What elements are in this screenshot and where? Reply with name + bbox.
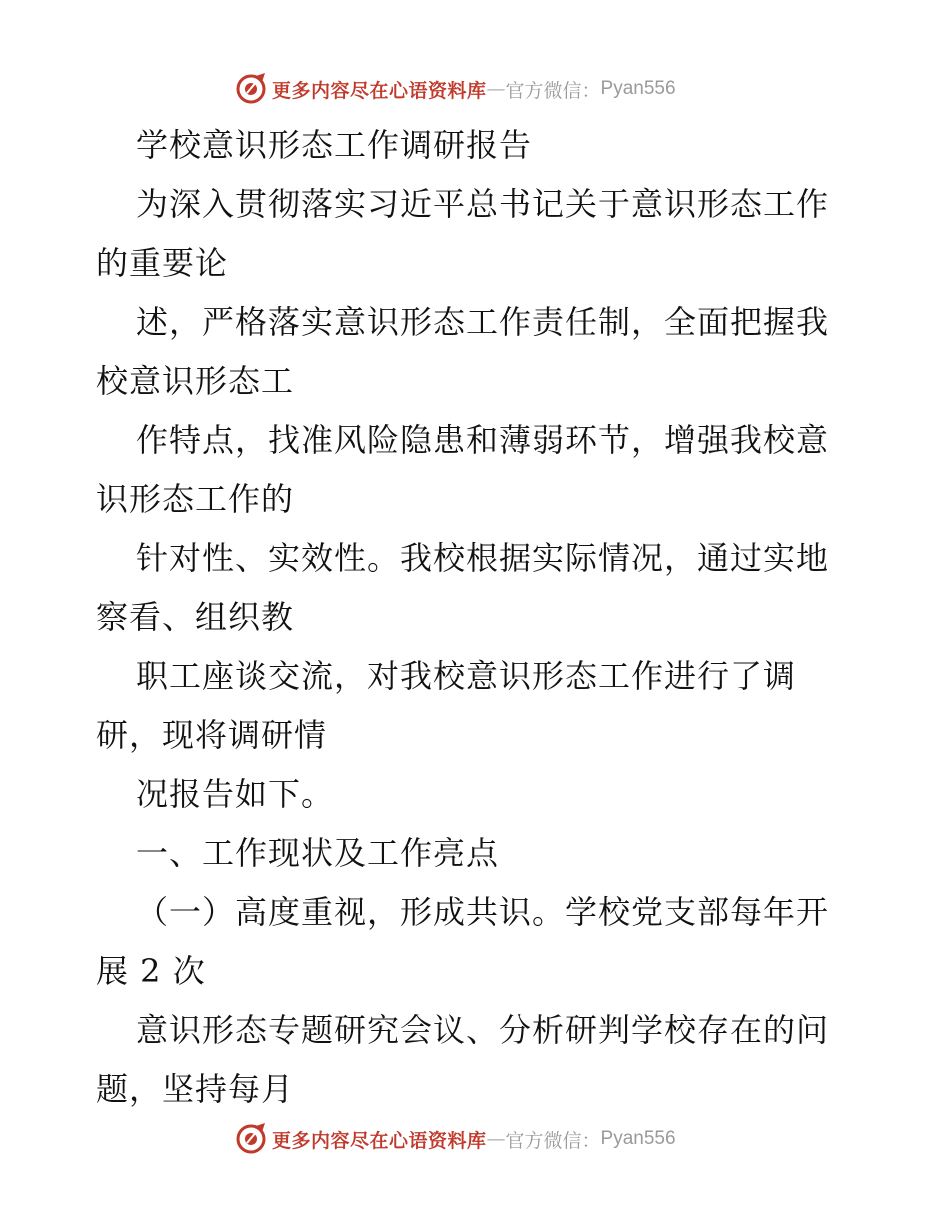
banner-separator: — <box>486 78 506 100</box>
paragraph-line: 校意识形态工 <box>96 362 295 400</box>
banner-main-text: 更多内容尽在心语资料库 <box>272 79 487 102</box>
banner-wechat-label: 官方微信： <box>505 1129 601 1152</box>
paragraph-line: 察看、组织教 <box>96 598 295 636</box>
footer-banner <box>234 1122 676 1156</box>
paragraph-line: 题，坚持每月 <box>96 1070 295 1108</box>
header-banner <box>234 72 676 106</box>
paragraph-line: 研，现将调研情 <box>96 716 328 754</box>
paragraph-line: 述，严格落实意识形态工作责任制，全面把握我 <box>136 303 830 341</box>
pen-circle-logo-icon <box>234 72 268 106</box>
paragraph-line: 况报告如下。 <box>136 775 335 813</box>
subsection-line: （一）高度重视，形成共识。学校党支部每年开 <box>136 893 830 931</box>
document-title: 学校意识形态工作调研报告 <box>136 126 533 164</box>
paragraph-line: 职工座谈交流，对我校意识形态工作进行了调 <box>136 657 797 695</box>
banner-wechat-id: Pyan556 <box>600 78 676 99</box>
paragraph-line: 意识形态专题研究会议、分析研判学校存在的问 <box>136 1011 830 1049</box>
document-body <box>96 116 856 1119</box>
banner-separator: — <box>486 1128 506 1150</box>
paragraph-line: 展 2 次 <box>96 952 206 990</box>
paragraph-line: 识形态工作的 <box>96 480 295 518</box>
pen-circle-logo-icon <box>234 1122 268 1156</box>
section-heading: 一、工作现状及工作亮点 <box>136 834 500 872</box>
banner-main-text: 更多内容尽在心语资料库 <box>272 1129 487 1152</box>
paragraph-line: 的重要论 <box>96 244 229 282</box>
paragraph-line: 为深入贯彻落实习近平总书记关于意识形态工作 <box>136 185 830 223</box>
paragraph-line: 针对性、实效性。我校根据实际情况，通过实地 <box>136 539 830 577</box>
banner-wechat-label: 官方微信： <box>505 79 601 102</box>
paragraph-line: 作特点，找准风险隐患和薄弱环节，增强我校意 <box>136 421 830 459</box>
banner-wechat-id: Pyan556 <box>600 1128 676 1149</box>
